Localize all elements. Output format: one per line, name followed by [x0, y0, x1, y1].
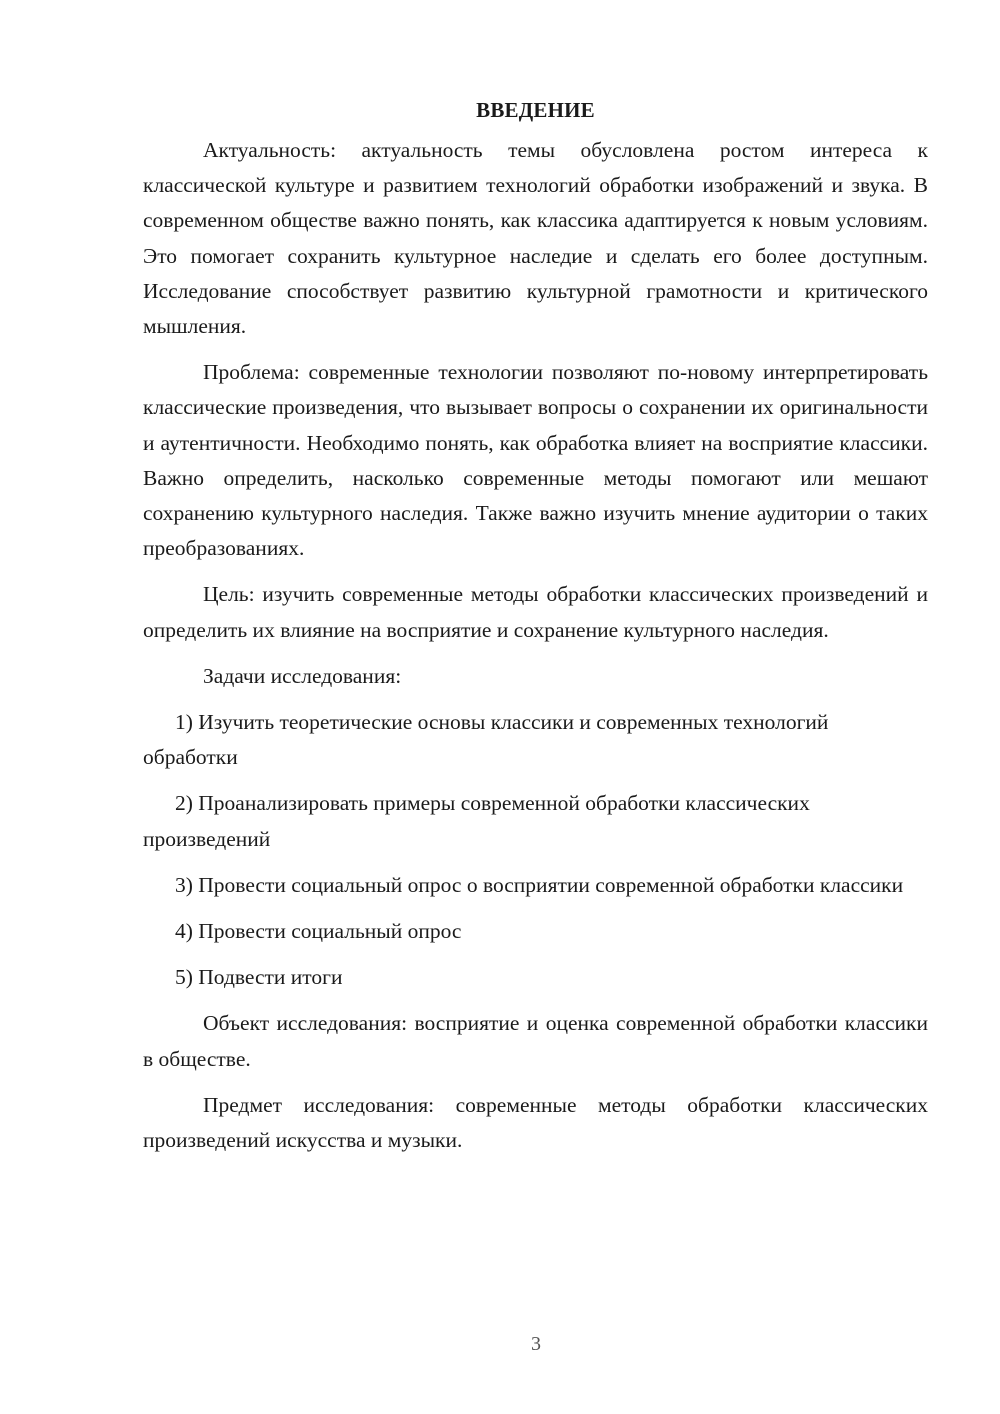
section-heading: ВВЕДЕНИЕ	[476, 98, 595, 122]
task-item-2: 2) Проанализировать примеры современной обработки классических произведений	[143, 791, 810, 851]
paragraph-object: Объект исследования: восприятие и оценка современной обработки классики в обществе.	[143, 1011, 928, 1071]
task-item-4: 4) Провести социальный опрос	[175, 919, 462, 944]
task-item-1: 1) Изучить теоретические основы классики и современных технологий обработки	[143, 710, 829, 770]
paragraph-subject: Предмет исследования: современные методы обработки классических произведений искусства и музыки.	[143, 1092, 928, 1153]
paragraph-problem: Проблема: современные технологии позволяют по-новому интерпретировать классические произведения, что вызывает вопросы о сохранении их оригинальности и аутентичности. Необходимо понять, как обработка влияет на восприятие классики. Важно определить, насколько современные методы помогают или мешают сохранению культурного наследия. Также важно изучить мнение аудитории о таких преобразованиях.	[143, 360, 928, 561]
document-page	[143, 95, 928, 1169]
tasks-title: Задачи исследования:	[203, 663, 402, 688]
paragraph-goal: Цель: изучить современные методы обработки классических произведений и определить их влияние на восприятие и сохранение культурного наследия.	[143, 582, 928, 642]
task-item-3: 3) Провести социальный опрос о восприятии современной обработки классики	[175, 872, 904, 897]
paragraph-relevance: Актуальность: актуальность темы обусловлена ростом интереса к классической культуре и развитием технологий обработки изображений и звука. В современном обществе важно понять, как классика адаптируется к новым условиям. Это помогает сохранить культурное наследие и сделать его более доступным. Исследование способствует развитию культурной грамотности и критического мышления.	[143, 138, 928, 339]
page-number: 3	[531, 1333, 541, 1355]
task-item-5: 5) Подвести итоги	[175, 965, 343, 990]
